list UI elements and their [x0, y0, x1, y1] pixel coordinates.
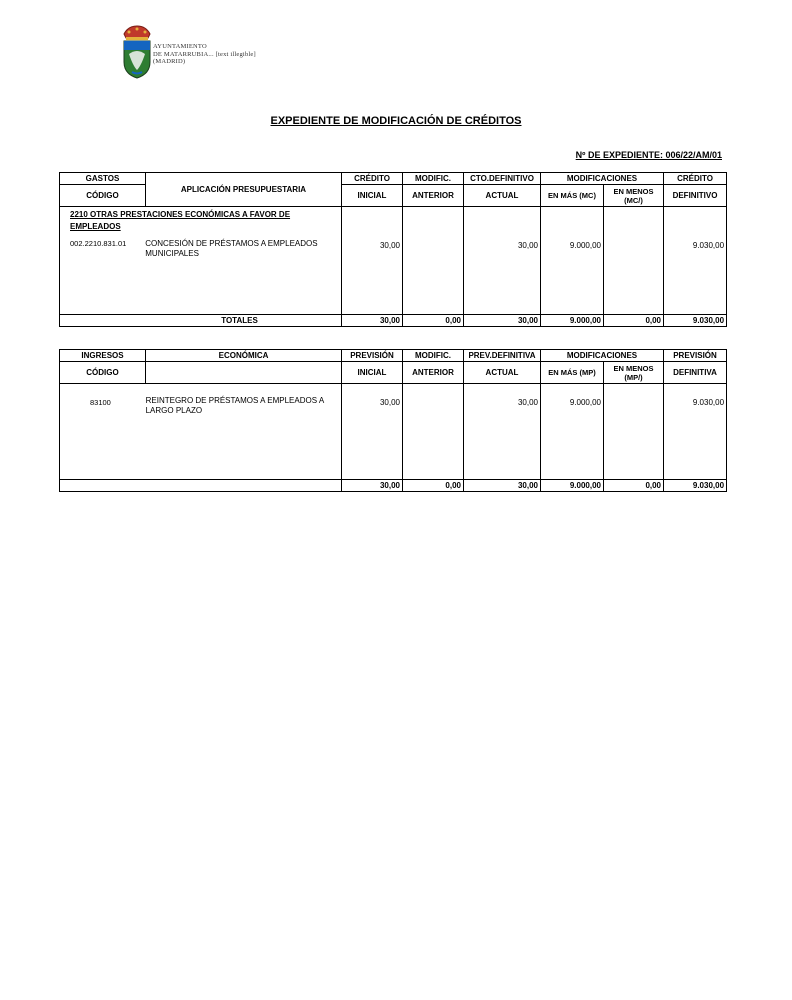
header-codigo: CÓDIGO: [60, 362, 146, 384]
header-inicial: INICIAL: [342, 362, 403, 384]
totales-label: TOTALES: [60, 315, 342, 327]
gastos-anterior: [403, 207, 464, 315]
header-modificaciones: MODIFICACIONES: [541, 350, 664, 362]
header-modific: MODIFIC.: [403, 173, 464, 185]
logo-line-3: (MADRID): [153, 58, 186, 65]
ingresos-table: [59, 349, 727, 492]
section-heading: 2210 OTRAS PRESTACIONES ECONÓMICAS A FAVOR DE EMPLEADOS: [70, 210, 291, 231]
header-blank: [146, 362, 342, 384]
total-inicial: 30,00: [342, 315, 403, 327]
ingresos-anterior: [403, 384, 464, 480]
header-modific: MODIFIC.: [403, 350, 464, 362]
document-title: EXPEDIENTE DE MODIFICACIÓN DE CRÉDITOS: [270, 115, 522, 127]
total-definitiva: 9.030,00: [664, 480, 727, 492]
header-en-mas: EN MÁS (MP): [541, 362, 604, 384]
gastos-inicial: 30,00: [342, 207, 403, 315]
total-definitivo: 9.030,00: [664, 315, 727, 327]
coat-of-arms-icon: [120, 24, 154, 80]
header-definitiva: DEFINITIVA: [664, 362, 727, 384]
header-cto-definitivo: CTO.DEFINITIVO: [464, 173, 541, 185]
ingresos-totales-blank: [60, 480, 342, 492]
header-en-mas: EN MÁS (MC): [541, 185, 604, 207]
header-definitivo: DEFINITIVO: [664, 185, 727, 207]
header-codigo: CÓDIGO: [60, 185, 146, 207]
ingresos-actual: 30,00: [464, 384, 541, 480]
header-actual: ACTUAL: [464, 185, 541, 207]
header-ingresos: INGRESOS: [60, 350, 146, 362]
header-en-menos: EN MENOS (MC/): [604, 185, 664, 207]
header-prev-definitiva: PREV.DEFINITIVA: [464, 350, 541, 362]
ingresos-codigo: 83100: [90, 398, 111, 407]
total-actual: 30,00: [464, 315, 541, 327]
ingresos-body: [60, 384, 342, 480]
gastos-descripcion: CONCESIÓN DE PRÉSTAMOS A EMPLEADOS MUNICIPALES: [145, 239, 318, 258]
header-economica: ECONÓMICA: [146, 350, 342, 362]
expediente-number: Nº DE EXPEDIENTE: 006/22/AM/01: [575, 150, 722, 160]
header-credito-final: CRÉDITO: [664, 173, 727, 185]
ingresos-descripcion: REINTEGRO DE PRÉSTAMOS A EMPLEADOS A LARGO PLAZO: [145, 396, 324, 415]
header-anterior: ANTERIOR: [403, 185, 464, 207]
total-anterior: 0,00: [403, 315, 464, 327]
ingresos-en-menos: [604, 384, 664, 480]
total-anterior: 0,00: [403, 480, 464, 492]
ingresos-definitiva: 9.030,00: [664, 384, 727, 480]
header-inicial: INICIAL: [342, 185, 403, 207]
gastos-definitivo: 9.030,00: [664, 207, 727, 315]
gastos-actual: 30,00: [464, 207, 541, 315]
header-en-menos: EN MENOS (MP/): [604, 362, 664, 384]
logo-line-1: AYUNTAMIENTO: [153, 43, 207, 50]
header-actual: ACTUAL: [464, 362, 541, 384]
gastos-table: [59, 172, 727, 327]
header-modificaciones: MODIFICACIONES: [541, 173, 664, 185]
header-aplicacion: APLICACIÓN PRESUPUESTARIA: [146, 173, 342, 207]
total-inicial: 30,00: [342, 480, 403, 492]
total-en-mas: 9.000,00: [541, 480, 604, 492]
gastos-en-mas: 9.000,00: [541, 207, 604, 315]
total-en-menos: 0,00: [604, 480, 664, 492]
ingresos-en-mas: 9.000,00: [541, 384, 604, 480]
gastos-body: [60, 207, 342, 315]
logo-line-2: DE MATARRUBIA... [text illegible]: [153, 50, 256, 58]
header-gastos: GASTOS: [60, 173, 146, 185]
header-prevision: PREVISIÓN: [342, 350, 403, 362]
municipal-logo: [120, 24, 256, 80]
total-en-menos: 0,00: [604, 315, 664, 327]
header-anterior: ANTERIOR: [403, 362, 464, 384]
header-prevision-final: PREVISIÓN: [664, 350, 727, 362]
gastos-codigo: 002.2210.831.01: [70, 239, 127, 248]
total-en-mas: 9.000,00: [541, 315, 604, 327]
total-actual: 30,00: [464, 480, 541, 492]
gastos-en-menos: [604, 207, 664, 315]
ingresos-inicial: 30,00: [342, 384, 403, 480]
header-credito: CRÉDITO: [342, 173, 403, 185]
